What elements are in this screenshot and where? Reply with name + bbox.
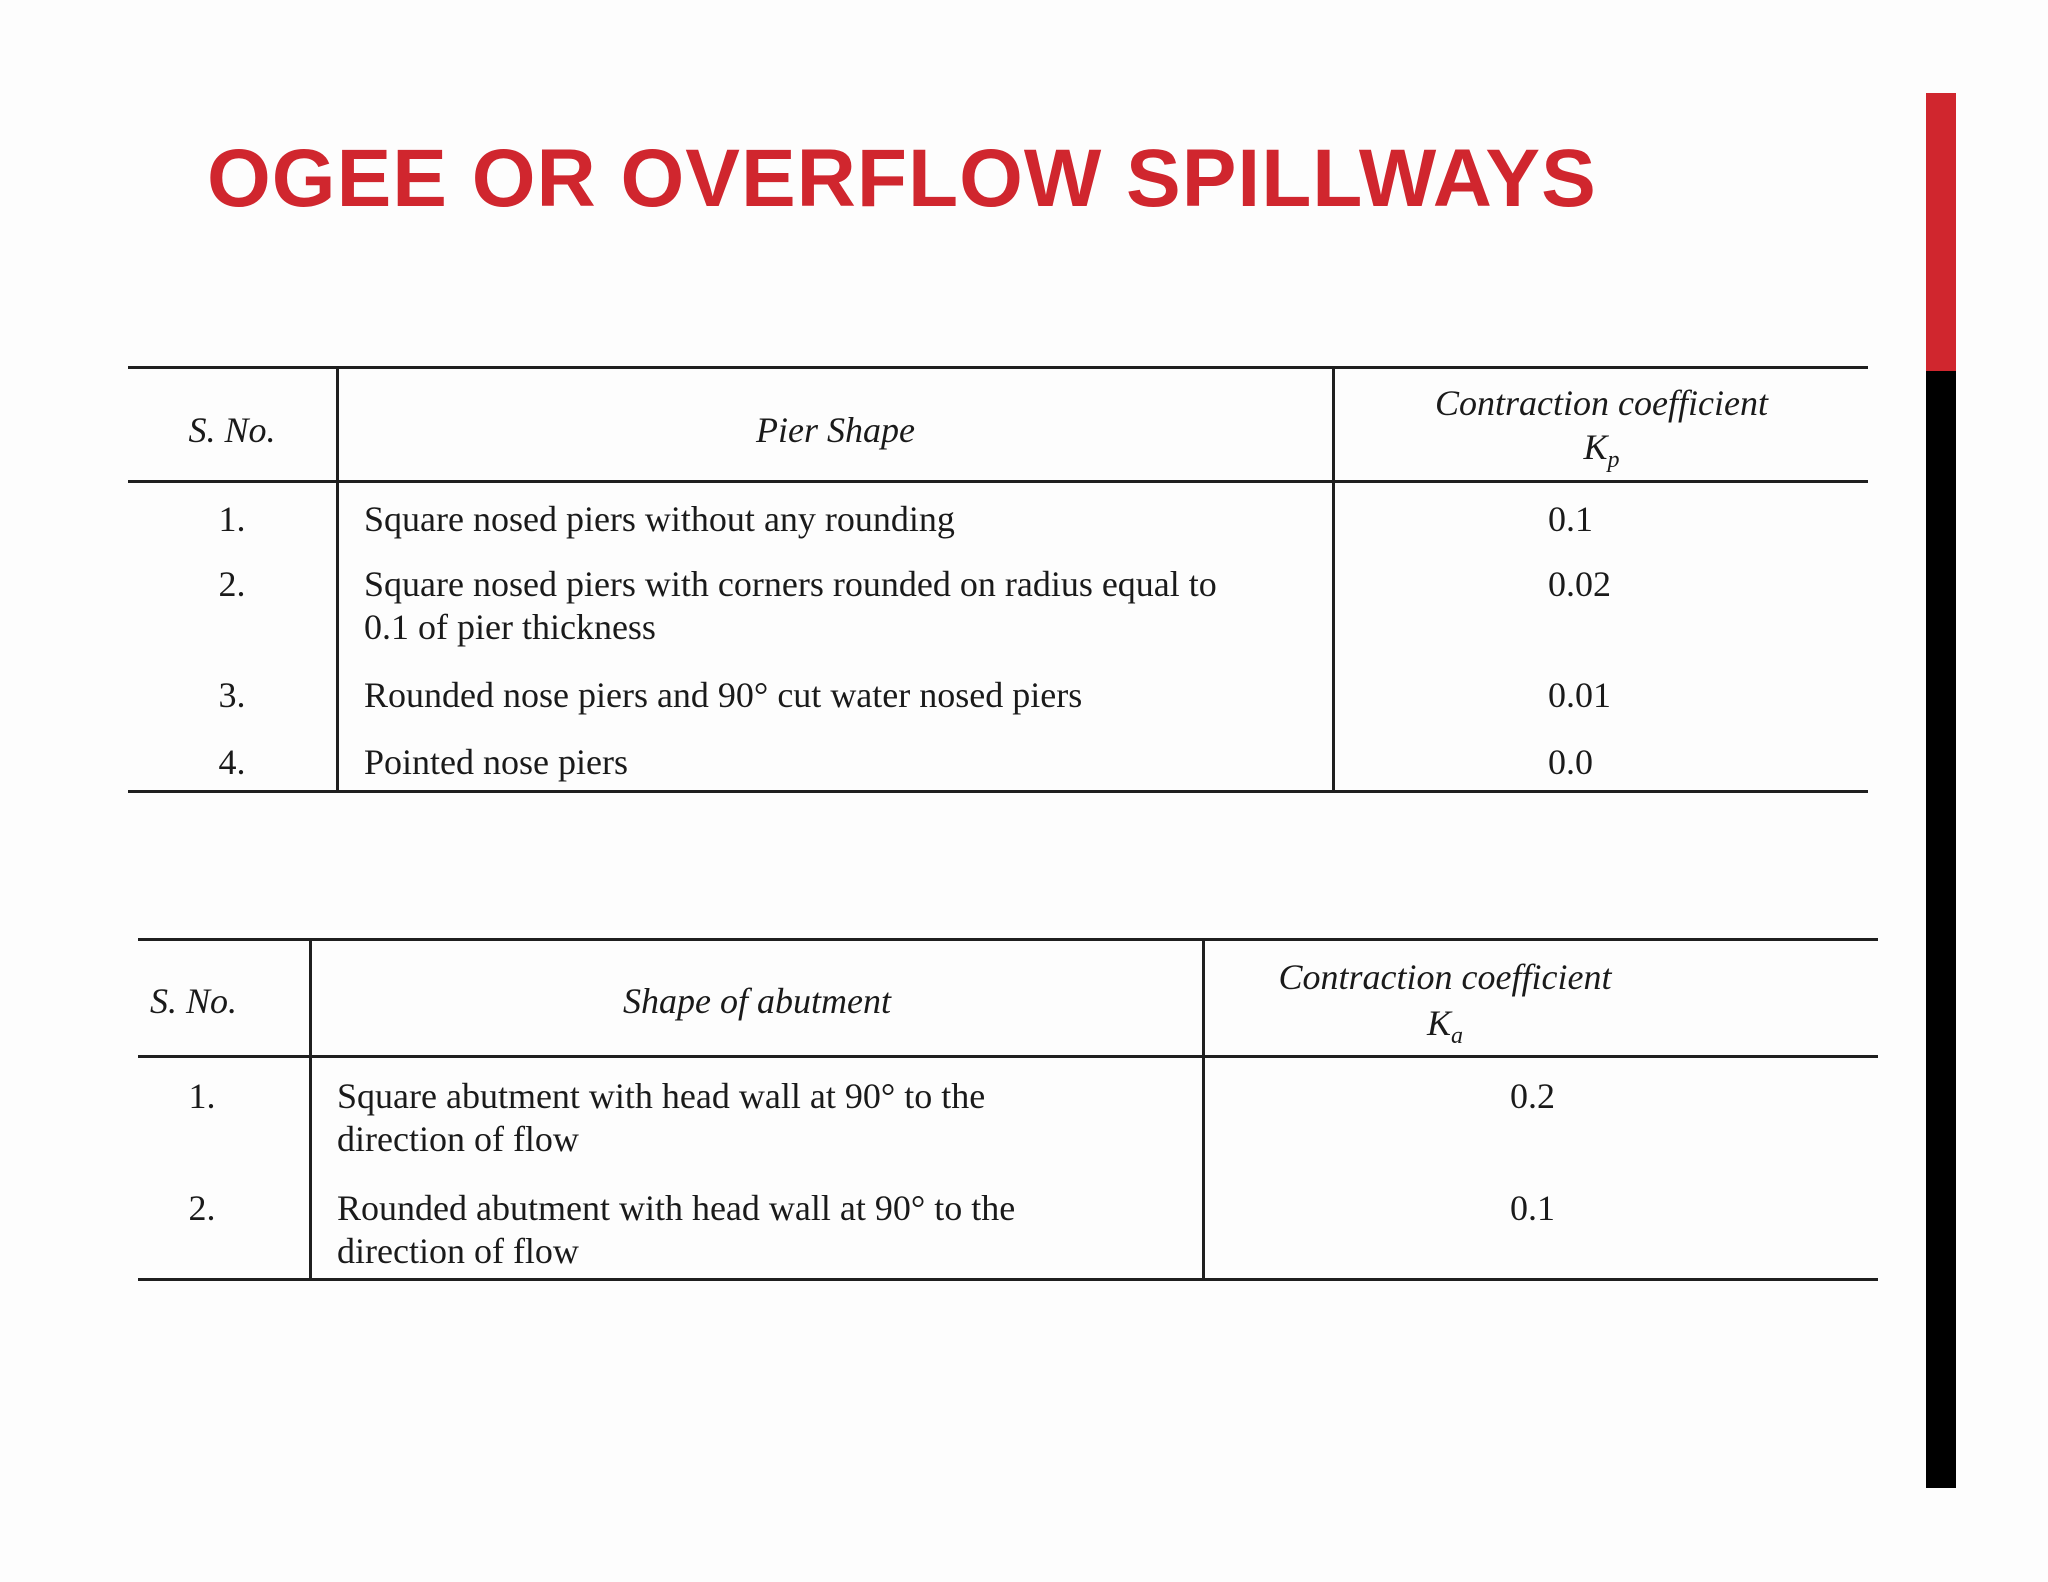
table-row-coef: 0.1 — [1548, 499, 1593, 539]
table-bottom-rule — [128, 790, 1868, 793]
table-row-sno: 1. — [218, 499, 246, 539]
table-row-coef: 0.1 — [1510, 1188, 1555, 1228]
header-abutment-shape: Shape of abutment — [623, 981, 891, 1021]
coefficient-symbol: K — [1426, 1003, 1451, 1043]
header-coefficient-symbol — [1335, 426, 1868, 482]
accent-bar — [1926, 93, 1956, 1488]
table-bottom-rule — [138, 1278, 1878, 1281]
header-coefficient-symbol — [1205, 1002, 1685, 1058]
table-row-shape-continued: direction of flow — [337, 1119, 579, 1159]
table-top-rule — [128, 366, 1868, 369]
table-row-sno: 2. — [188, 1188, 216, 1228]
table-top-rule — [138, 938, 1878, 941]
header-contraction-coefficient: Contraction coefficient — [1278, 957, 1612, 997]
table-row-shape-continued: direction of flow — [337, 1231, 579, 1271]
header-pier-shape: Pier Shape — [756, 410, 915, 450]
table-row-coef: 0.0 — [1548, 742, 1593, 782]
table-row-coef: 0.01 — [1548, 675, 1611, 715]
table-row-shape-continued: 0.1 of pier thickness — [364, 607, 656, 647]
accent-bar-black-segment — [1926, 371, 1956, 1488]
coefficient-symbol: K — [1583, 427, 1608, 467]
table-row-sno: 1. — [188, 1076, 216, 1116]
table-row-shape: Square nosed piers with corners rounded on radius equal to — [364, 564, 1217, 604]
table-row-coef: 0.2 — [1510, 1076, 1555, 1116]
coefficient-subscript: a — [1451, 1023, 1463, 1049]
abutment-contraction-table — [138, 938, 1878, 1290]
table-row-shape: Square abutment with head wall at 90° to the — [337, 1076, 986, 1116]
header-sno: S. No. — [188, 410, 276, 450]
table-row-sno: 4. — [218, 742, 246, 782]
slide-title: OGEE OR OVERFLOW SPILLWAYS — [207, 133, 1597, 224]
accent-bar-red-segment — [1926, 93, 1956, 371]
coefficient-subscript: p — [1607, 447, 1620, 473]
pier-contraction-table — [128, 366, 1868, 794]
table-row-shape: Square nosed piers without any rounding — [364, 499, 955, 539]
header-contraction-coefficient: Contraction coefficient — [1435, 383, 1768, 423]
table-row-shape: Rounded abutment with head wall at 90° to the — [337, 1188, 1016, 1228]
table-row-shape: Pointed nose piers — [364, 742, 628, 782]
table-row-shape: Rounded nose piers and 90° cut water nosed piers — [364, 675, 1083, 715]
header-sno: S. No. — [149, 981, 237, 1021]
table-row-coef: 0.02 — [1548, 564, 1611, 604]
table-row-sno: 3. — [218, 675, 246, 715]
table-row-sno: 2. — [218, 564, 246, 604]
